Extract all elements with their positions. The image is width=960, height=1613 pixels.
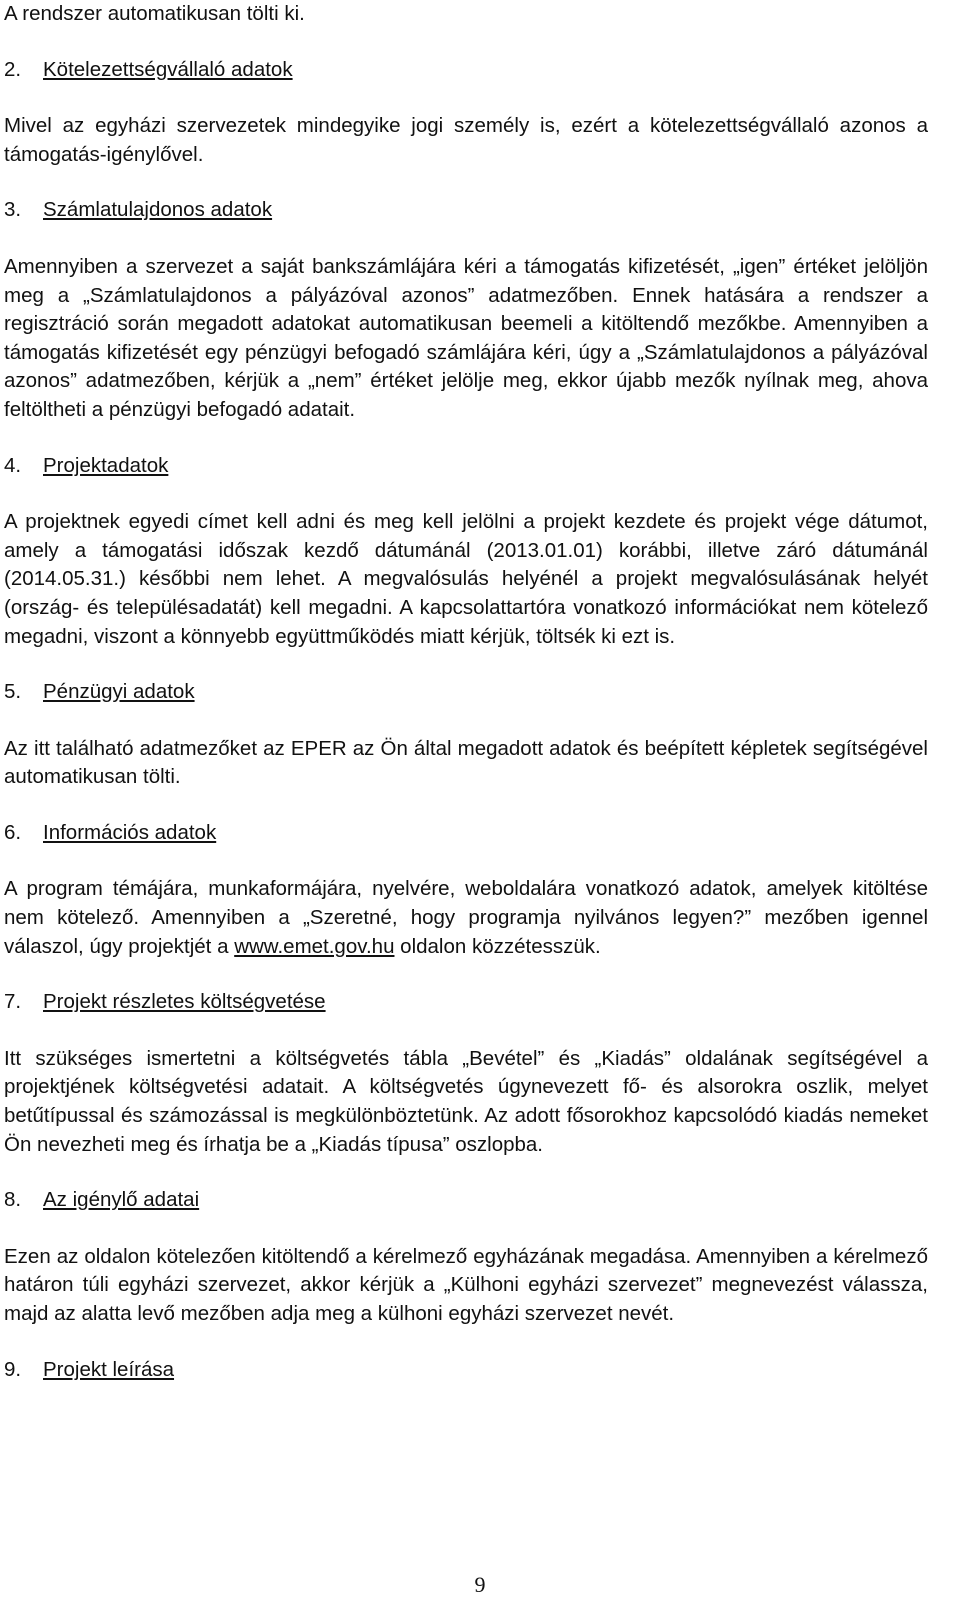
section-heading-3 — [4, 196, 928, 225]
section-number: 3. — [4, 198, 22, 222]
section-paragraph-5: Az itt található adatmezőket az EPER az Ön által megadott adatok és beépített képletek segítségével automatikusan tölti. — [4, 736, 928, 789]
page-number: 9 — [474, 1572, 486, 1597]
section-number: 8. — [4, 1188, 22, 1212]
section-number: 9. — [4, 1357, 22, 1381]
paragraph-text: oldalon közzétesszük. — [394, 934, 601, 958]
section-title: Projekt leírása — [43, 1357, 175, 1381]
section-paragraph-7: Itt szükséges ismertetni a költségvetés tábla „Bevétel” és „Kiadás” oldalának segítségével a projektjének költségvetési adatait. A költségvetés úgynevezett fő- és alsorokra oszlik, melyet betűtípussal és számozással is megkülönböztetünk. Az adott fősorokhoz kapcsolódó kiadás nemeket Ön nevezheti meg és írhatja be a „Kiadás típusa” oszlopba. — [4, 1046, 928, 1156]
section-paragraph-4: A projektnek egyedi címet kell adni és meg kell jelölni a projekt kezdete és projekt vége dátumot, amely a támogatási időszak kezdő dátumánál (2013.01.01) korábbi, illetve záró dátumánál (2014.05.31.) későbbi nem lehet. A megvalósulás helyénél a projekt megvalósulásának helyét (ország- és településadatát) kell megadni. A kapcsolattartóra vonatkozó információkat nem kötelező megadni, viszont a könnyebb együttműködés miatt kérjük, töltsék ki ezt is. — [4, 510, 928, 648]
section-title: Projektadatok — [43, 453, 169, 477]
section-number: 6. — [4, 820, 22, 844]
section-number: 2. — [4, 57, 22, 81]
paragraph-text: A program témájára, munkaformájára, nyelvére, weboldalára vonatkozó adatok, amelyek kitöltése nem kötelező. Amennyiben a „Szeretné, hogy programja nyilvános legyen?” mezőben igennel válaszol, úgy projektjét a — [4, 877, 928, 958]
section-paragraph-6 — [4, 875, 928, 961]
section-heading-9 — [4, 1356, 928, 1385]
intro-line: A rendszer automatikusan tölti ki. — [4, 2, 305, 25]
section-title: Projekt részletes költségvetése — [43, 990, 326, 1014]
section-paragraph-8: Ezen az oldalon kötelezően kitöltendő a kérelmező egyházának megadása. Amennyiben a kérelmező határon túli egyházi szervezet, akkor kérjük a „Külhoni egyházi szervezet” megnevezést válassza, majd az alatta levő mezőben adja meg a külhoni egyházi szervezet nevét. — [4, 1244, 928, 1325]
section-title: Pénzügyi adatok — [43, 680, 195, 704]
section-paragraph-3: Amennyiben a szervezet a saját bankszámlájára kéri a támogatás kifizetését, „igen” értéket jelöljön meg a „Számlatulajdonos a pályázóval azonos” adatmezőben. Ennek hatására a rendszer a regisztráció során megadott adatokat automatikusan beemeli a kitöltendő mezőkbe. Amennyiben a támogatás kifizetését egy pénzügyi befogadó számlájára kéri, úgy a „Számlatulajdonos a pályázóval azonos” adatmezőben, kérjük a „nem” értéket jelölje meg, ekkor újabb mezők nyílnak meg, ahova feltöltheti a pénzügyi befogadó adatait. — [4, 254, 928, 421]
section-heading-5 — [4, 678, 928, 707]
section-heading-7 — [4, 988, 928, 1017]
section-heading-8 — [4, 1186, 928, 1215]
section-title: Az igénylő adatai — [43, 1188, 200, 1212]
section-title: Számlatulajdonos adatok — [43, 198, 273, 222]
section-paragraph-2: Mivel az egyházi szervezetek mindegyike jogi személy is, ezért a kötelezettségvállaló azonos a támogatás-igénylővel. — [4, 114, 928, 166]
emet-website-link[interactable]: www.emet.gov.hu — [234, 934, 395, 958]
section-title: Kötelezettségvállaló adatok — [43, 57, 293, 81]
section-heading-4 — [4, 452, 928, 481]
section-heading-6 — [4, 819, 928, 848]
section-number: 4. — [4, 453, 22, 477]
section-title: Információs adatok — [43, 820, 217, 844]
section-number: 5. — [4, 680, 22, 704]
document-page — [4, 0, 928, 1384]
section-heading-2 — [4, 56, 928, 85]
section-number: 7. — [4, 990, 22, 1014]
